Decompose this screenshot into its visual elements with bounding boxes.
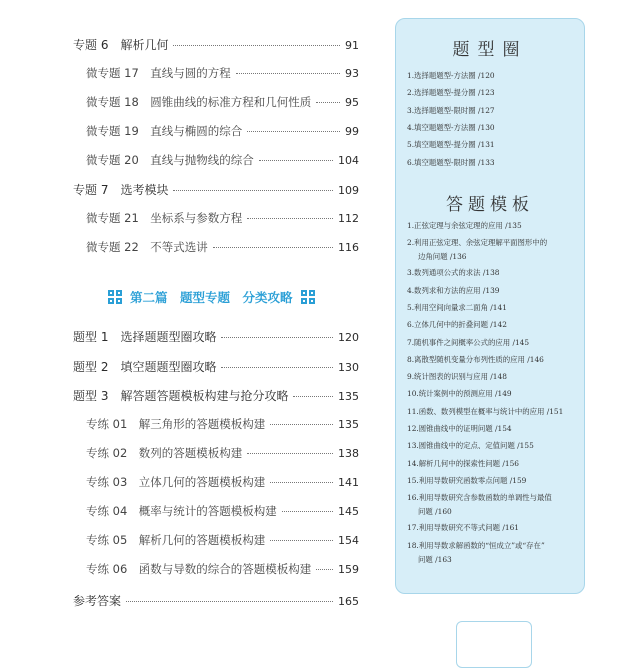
toc-entry-label: 题型 2 填空题题型圈攻略 [73,360,217,374]
toc-entry-page: 91 [345,39,359,52]
toc-entry[interactable] [86,65,359,81]
sidebar-list-item[interactable] [407,138,577,152]
sidebar-list-item[interactable] [407,439,577,453]
sidebar-item-text: 14.解析几何中的探索性问题 /156 [407,458,519,468]
toc-entry-label: 题型 1 选择题题型圈攻略 [73,330,217,344]
toc-entry[interactable] [73,36,359,53]
sidebar-list-item[interactable] [407,219,577,233]
toc-entry-page: 120 [338,331,359,344]
toc-leader-dots [221,367,333,368]
toc-entry-label: 专练 02 数列的答题模板构建 [86,446,243,460]
toc-entry[interactable] [86,503,359,519]
toc-entry[interactable] [86,474,359,490]
toc-entry-page: 109 [338,184,359,197]
sidebar-item-text: 4.数列求和方法的应用 /139 [407,285,500,295]
toc-entry[interactable] [86,123,359,139]
toc-leader-dots [247,453,333,454]
toc-entry[interactable] [86,416,359,432]
toc-leader-dots [259,160,333,161]
sidebar-item-text: 4.填空题题型-方法圈 /130 [407,122,495,132]
toc-entry-label: 专练 01 解三角形的答题模板构建 [86,417,266,431]
sidebar-item-text: 7.随机事件之间概率公式的应用 /145 [407,337,530,347]
toc-leader-dots [293,396,333,397]
toc-leader-dots [236,73,340,74]
toc-leader-dots [221,337,333,338]
toc-entry[interactable] [73,328,359,345]
toc-entry[interactable] [86,239,359,255]
sidebar-list-item[interactable] [407,236,577,264]
sidebar-item-text: 问题 /160 [418,507,452,517]
sidebar-list-item[interactable] [407,521,577,535]
toc-entry[interactable] [73,387,359,404]
toc-entry-label: 专题 6 解析几何 [73,38,169,52]
toc-entry-page: 95 [345,96,359,109]
toc-entry-label: 微专题 22 不等式选讲 [86,240,208,254]
toc-entry-page: 135 [338,390,359,403]
toc-entry[interactable] [86,94,359,110]
sidebar-item-text: 9.统计图表的识别与应用 /148 [407,372,507,382]
toc-entry-label: 微专题 21 坐标系与参数方程 [86,211,243,225]
sidebar-item-text: 18.利用导数求解函数的“恒成立”或“存在” [407,540,545,550]
toc-entry[interactable] [86,445,359,461]
part-two-title: 第二篇 题型专题 分类攻略 [130,290,293,305]
toc-entry-label: 专练 06 函数与导数的综合的答题模板构建 [86,562,312,576]
sidebar-item-text: 12.圆锥曲线中的证明问题 /154 [407,424,512,433]
sidebar-title-answer-templates: 答题模板 [446,195,534,215]
toc-entry-page: 159 [338,563,359,576]
toc-entry-page: 116 [338,241,359,254]
sidebar-list-item[interactable] [407,422,577,436]
sidebar-item-text: 5.利用空间向量求二面角 /141 [407,302,507,312]
toc-entry[interactable] [86,210,359,226]
sidebar-item-text: 6.填空题题型-限时圈 /133 [407,157,495,167]
sidebar-item-text: 3.选择题题型-限时圈 /127 [407,105,495,115]
toc-entry-label: 微专题 17 直线与圆的方程 [86,66,231,80]
toc-entry-page: 130 [338,361,359,374]
toc-leader-dots [247,218,333,219]
sidebar-list-item[interactable] [407,156,577,170]
toc-entry-label: 专练 05 解析几何的答题模板构建 [86,533,266,547]
sidebar-item-text: 5.填空题题型-提分圈 /131 [407,140,495,150]
toc-entry[interactable] [73,592,359,609]
sidebar-item-text: 1.选择题题型-方法圈 /120 [407,71,495,80]
toc-entry[interactable] [73,181,359,198]
grid-ornament-icon [301,290,315,304]
sidebar-list-item[interactable] [407,370,577,384]
toc-leader-dots [247,131,340,132]
sidebar-item-text: 3.数列通项公式的求法 /138 [407,268,500,278]
sidebar-item-text: 11.函数、数列模型在概率与统计中的应用 /151 [407,406,564,416]
toc-leader-dots [270,540,333,541]
sidebar-item-text: 2.选择题题型-提分圈 /123 [407,88,495,98]
toc-entry-label: 微专题 18 圆锥曲线的标准方程和几何性质 [86,95,312,109]
sidebar-item-text: 16.利用导数研究含参数函数的单调性与最值 [407,493,552,503]
sidebar-item-text: 边角问题 /136 [418,252,467,262]
toc-entry[interactable] [86,532,359,548]
sidebar-item-text: 1.正弦定理与余弦定理的应用 /135 [407,221,522,230]
toc-entry-page: 165 [338,595,359,608]
sidebar-item-text: 6.立体几何中的折叠问题 /142 [407,320,507,330]
toc-entry-page: 112 [338,212,359,225]
sidebar-item-text: 2.利用正弦定理、余弦定理解平面图形中的 [407,238,548,248]
sidebar-list-item[interactable] [407,284,577,298]
sidebar-item-text: 问题 /163 [418,554,452,564]
sidebar-title-question-types: 题型圈 [452,40,528,60]
sidebar-item-text: 17.利用导数研究不等式问题 /161 [407,523,519,533]
toc-leader-dots [270,482,333,483]
toc-leader-dots [316,102,340,103]
toc-leader-dots [316,569,333,570]
sidebar-list-item[interactable] [407,266,577,280]
decorative-box [456,621,532,668]
toc-leader-dots [173,190,333,191]
toc-entry-page: 93 [345,67,359,80]
toc-entry-label: 微专题 19 直线与椭圆的综合 [86,124,243,138]
sidebar-list-item[interactable] [407,474,577,488]
sidebar-list-item[interactable] [407,353,577,367]
toc-leader-dots [270,424,333,425]
toc-entry-page: 154 [338,534,359,547]
toc-entry[interactable] [86,152,359,168]
sidebar-list-item[interactable] [407,318,577,332]
toc-entry-page: 141 [338,476,359,489]
toc-entry-label: 微专题 20 直线与抛物线的综合 [86,153,254,167]
toc-entry[interactable] [86,561,359,577]
toc-leader-dots [282,511,333,512]
sidebar-list-item[interactable] [407,86,577,100]
toc-entry-label: 专练 04 概率与统计的答题模板构建 [86,504,277,518]
toc-entry-label: 题型 3 解答题答题模板构建与抢分攻略 [73,389,289,403]
sidebar-list-item[interactable] [407,405,577,419]
toc-entry-label: 专练 03 立体几何的答题模板构建 [86,475,266,489]
toc-entry-label: 参考答案 [73,594,122,608]
toc-entry-page: 135 [338,418,359,431]
sidebar-panel [395,18,585,594]
toc-leader-dots [173,45,340,46]
sidebar-list-item[interactable] [407,104,577,118]
toc-entry-page: 99 [345,125,359,138]
sidebar-item-text: 15.利用导数研究函数零点问题 /159 [407,475,527,485]
sidebar-list-item[interactable] [407,387,577,401]
toc-leader-dots [213,247,333,248]
sidebar-list-item[interactable] [407,336,577,350]
sidebar-list-item[interactable] [407,539,577,567]
grid-ornament-icon [108,290,122,304]
toc-entry[interactable] [73,358,359,375]
sidebar-list-item[interactable] [407,457,577,471]
sidebar-item-text: 8.离散型随机变量分布列性质的应用 /146 [407,354,544,364]
toc-entry-label: 专题 7 选考模块 [73,183,169,197]
toc-entry-page: 145 [338,505,359,518]
sidebar-list-item[interactable] [407,301,577,315]
sidebar-item-text: 10.统计案例中的预测应用 /149 [407,389,512,399]
sidebar-list-item[interactable] [407,121,577,135]
sidebar-item-text: 13.圆锥曲线中的定点、定值问题 /155 [407,441,534,451]
toc-leader-dots [126,601,333,602]
toc-entry-page: 104 [338,154,359,167]
sidebar-list-item[interactable] [407,491,577,519]
part-two-heading [108,287,328,307]
sidebar-list-item[interactable] [407,69,577,83]
toc-entry-page: 138 [338,447,359,460]
